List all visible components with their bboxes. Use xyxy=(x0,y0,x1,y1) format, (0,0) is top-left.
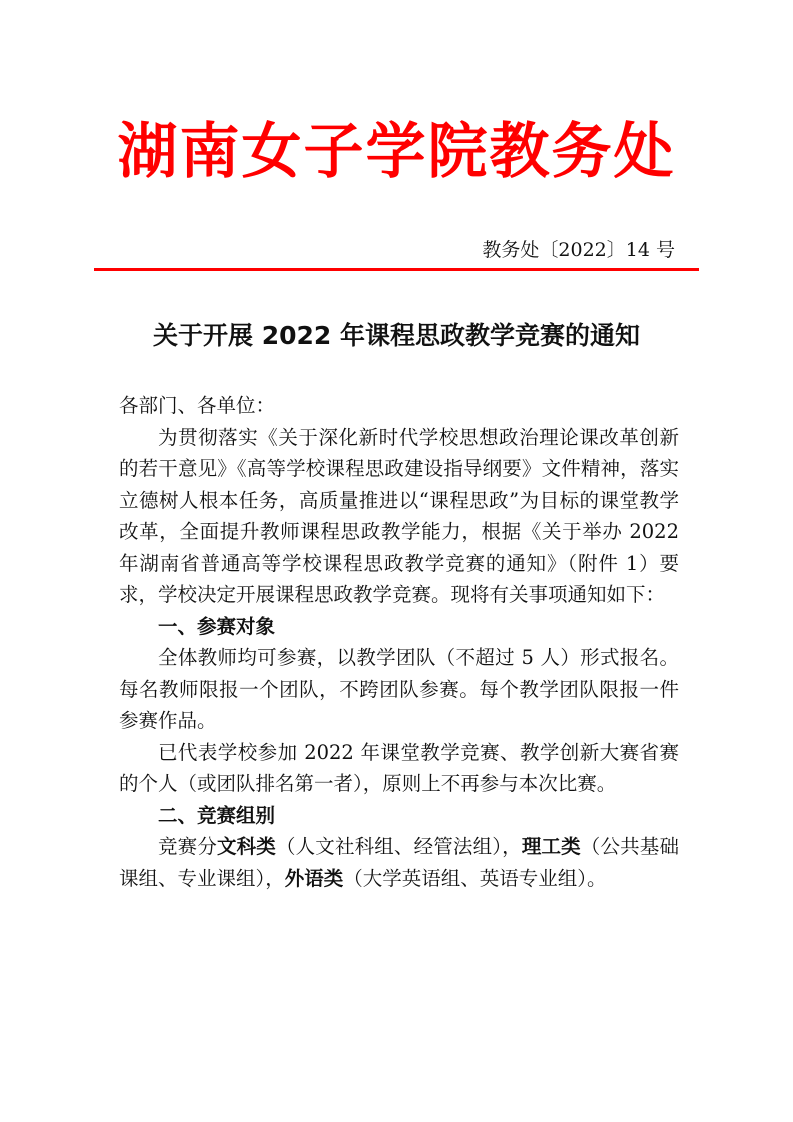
section-heading-participants: 一、参赛对象 xyxy=(158,614,276,638)
document-number: 教务处〔2022〕14 号 xyxy=(482,239,675,261)
salutation: 各部门、各单位： xyxy=(119,394,276,417)
participants-paragraph-2: 已代表学校参加 2022 年课堂教学竞赛、教学创新大赛省赛的个人（或团队排名第一者），原则上不再参与本次比赛。 xyxy=(119,740,679,795)
groups-paragraph xyxy=(119,831,679,894)
notice-body xyxy=(119,390,679,894)
category-liberal-arts: 文科类 xyxy=(216,835,276,858)
category-science-engineering-detail: （公共基础课组、专业课组）， xyxy=(119,835,679,890)
category-foreign-language-detail: （大学英语组、英语专业组）。 xyxy=(343,866,607,890)
red-divider-line xyxy=(94,268,699,271)
intro-paragraph: 为贯彻落实《关于深化新时代学校思想政治理论课改革创新的若干意见》《高等学校课程思政建设指导纲要》文件精神，落实立德树人根本任务，高质量推进以“课程思政”为目标的课堂教学改革，全面提升教师课程思政教学能力，根据《关于举办 2022 年湖南省普通高等学校课程思政教学竞赛的通知》（附件 1）要求，学校决定开展课程思政教学竞赛。现将有关事项通知如下： xyxy=(119,425,679,606)
notice-title: 关于开展 2022 年课程思政教学竞赛的通知 xyxy=(153,321,640,350)
category-liberal-arts-detail: （人文社科组、经管法组）， xyxy=(275,835,522,858)
groups-lead: 竞赛分 xyxy=(158,835,217,858)
category-foreign-language: 外语类 xyxy=(284,866,344,890)
category-science-engineering: 理工类 xyxy=(521,835,581,858)
masthead-title: 湖南女子学院教务处 xyxy=(117,117,676,187)
section-heading-groups: 二、竞赛组别 xyxy=(158,803,276,827)
participants-paragraph-1: 全体教师均可参赛，以教学团队（不超过 5 人）形式报名。每名教师限报一个团队，不跨团队参赛。每个教学团队限报一件参赛作品。 xyxy=(119,646,679,732)
